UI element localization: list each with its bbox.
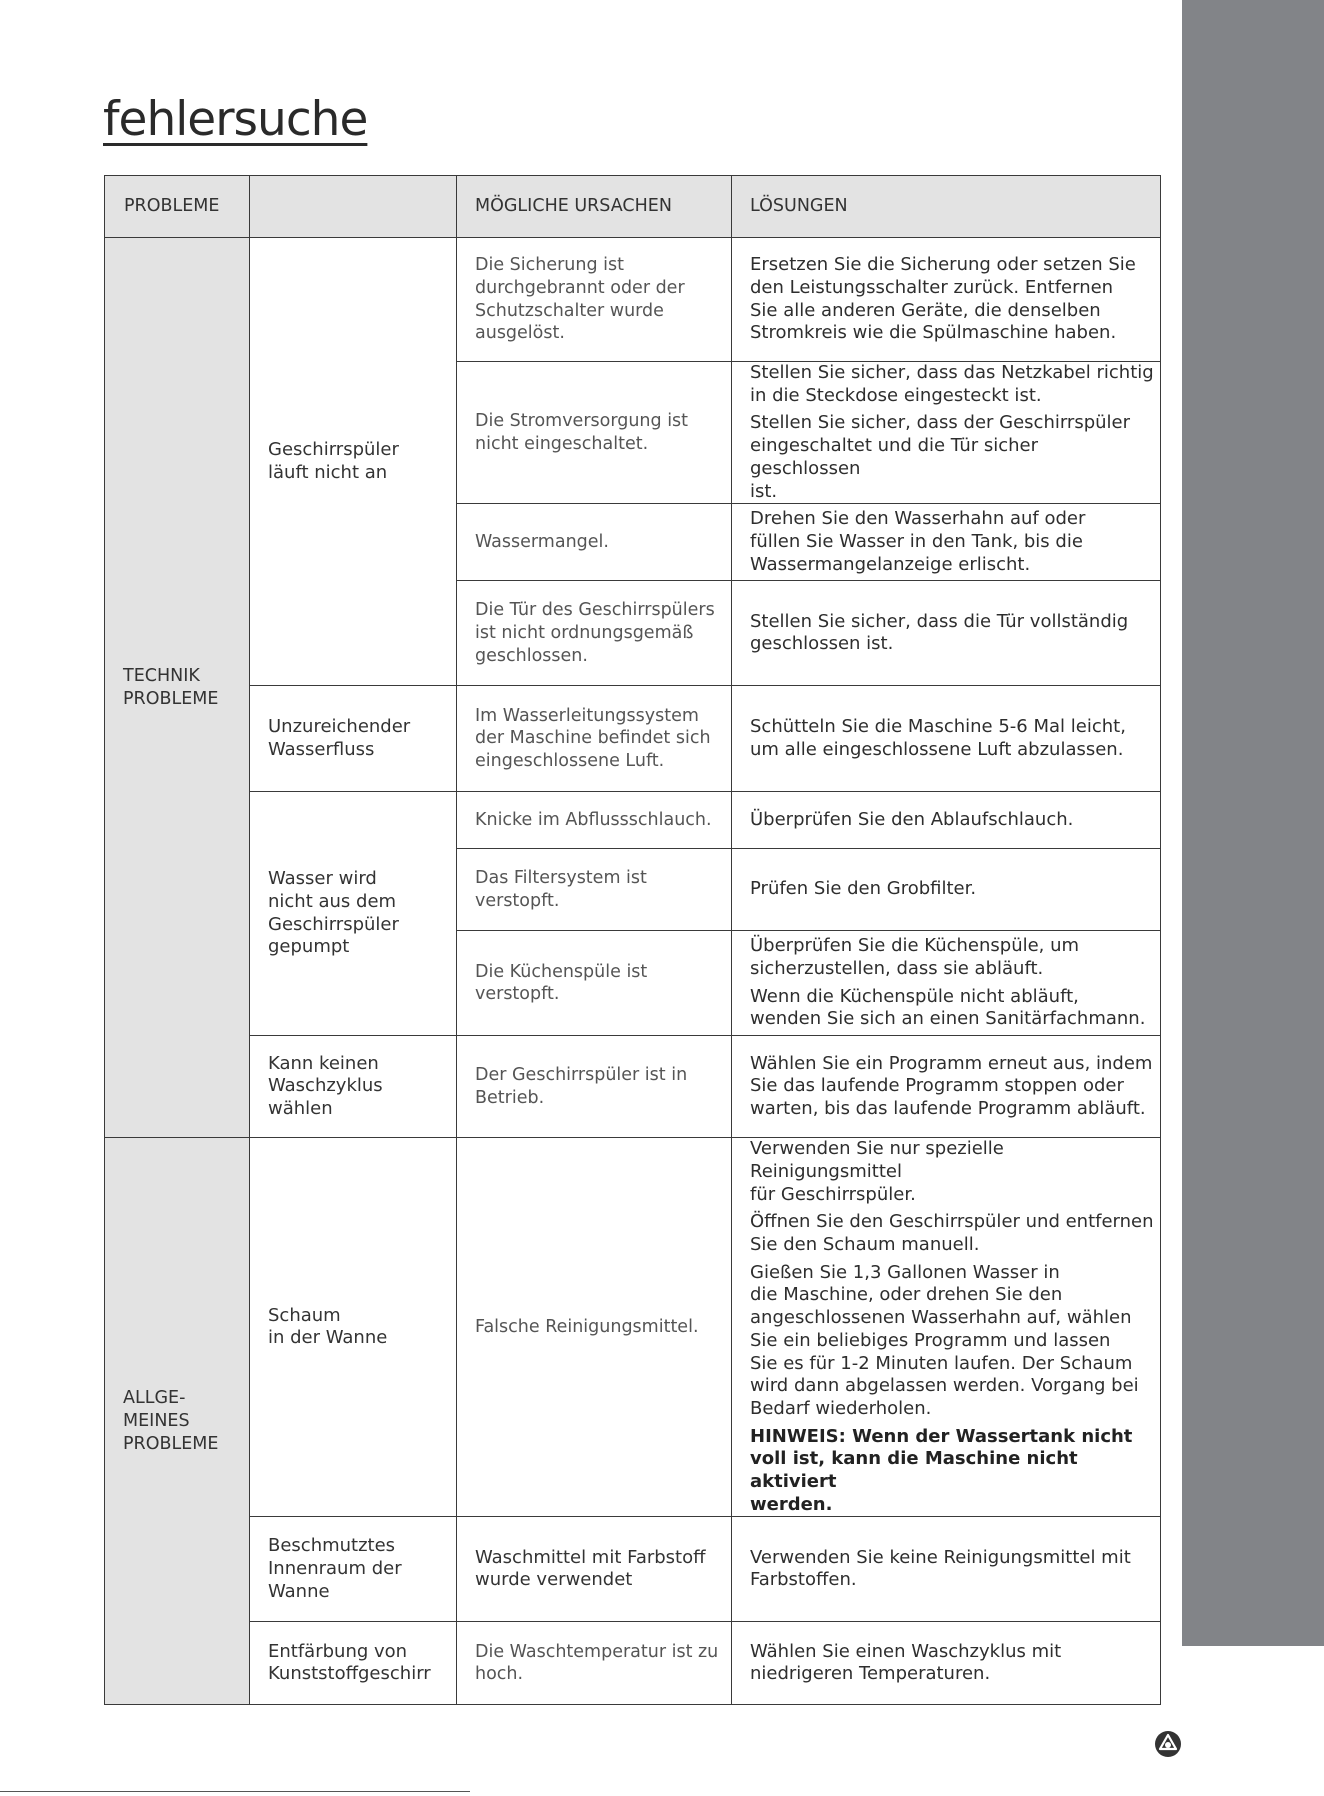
category-allgemein: ALLGE- MEINES PROBLEME <box>105 1138 250 1705</box>
table-row <box>105 1036 1161 1138</box>
footer-rule <box>0 1791 470 1792</box>
cause-cell: Waschmittel mit Farbstoff wurde verwendet <box>457 1517 732 1622</box>
side-color-bar <box>1182 0 1324 1646</box>
solution-cell: Stellen Sie sicher, dass die Tür vollständig geschlossen ist. <box>732 581 1161 686</box>
cause-cell: Die Stromversorgung ist nicht eingeschaltet. <box>457 362 732 504</box>
solution-cell: Überprüfen Sie den Ablaufschlauch. <box>732 792 1161 849</box>
table-row <box>105 238 1161 362</box>
solution-cell: Schütteln Sie die Maschine 5-6 Mal leicht, um alle eingeschlossene Luft abzulassen. <box>732 686 1161 792</box>
solution-cell: Stellen Sie sicher, dass das Netzkabel richtig in die Steckdose eingesteckt ist. Stellen Sie sicher, dass der Geschirrspüler eingeschaltet und die Tür sicher geschlossen ist. <box>732 362 1161 504</box>
cause-cell: Das Filtersystem ist verstopft. <box>457 849 732 931</box>
cause-cell: Der Geschirrspüler ist in Betrieb. <box>457 1036 732 1138</box>
problem-cell: Beschmutztes Innenraum der Wanne <box>250 1517 457 1622</box>
problem-cell: Kann keinen Waschzyklus wählen <box>250 1036 457 1138</box>
problem-cell: Schaum in der Wanne <box>250 1138 457 1517</box>
cause-cell: Falsche Reinigungsmittel. <box>457 1138 732 1517</box>
table-row <box>105 686 1161 792</box>
cause-cell: Die Tür des Geschirrspülers ist nicht ordnungsgemäß geschlossen. <box>457 581 732 686</box>
page-title: fehlersuche <box>103 92 368 147</box>
table-row <box>105 1138 1161 1517</box>
solution-cell: Verwenden Sie keine Reinigungsmittel mit Farbstoffen. <box>732 1517 1161 1622</box>
solution-cell: Prüfen Sie den Grobfilter. <box>732 849 1161 931</box>
solution-cell: Überprüfen Sie die Küchenspüle, um sicherzustellen, dass sie abläuft. Wenn die Küchenspüle nicht abläuft, wenden Sie sich an einen Sanitärfachmann. <box>732 931 1161 1036</box>
header-causes: MÖGLICHE URSACHEN <box>457 176 732 238</box>
brand-logo-icon <box>1154 1730 1182 1758</box>
problem-cell: Wasser wird nicht aus dem Geschirrspüler gepumpt <box>250 792 457 1036</box>
table-header-row <box>105 176 1161 238</box>
problem-cell: Unzureichender Wasserfluss <box>250 686 457 792</box>
cause-cell: Die Waschtemperatur ist zu hoch. <box>457 1622 732 1705</box>
table-row <box>105 792 1161 849</box>
solution-cell: Verwenden Sie nur spezielle Reinigungsmittel für Geschirrspüler. Öffnen Sie den Geschirrspüler und entfernen Sie den Schaum manuell. Gießen Sie 1,3 Gallonen Wasser in die Maschine, oder drehen Sie den angeschlossenen Wasserhahn auf, wählen Sie ein beliebiges Programm und lassen Sie es für 1-2 Minuten laufen. Der Schaum wird dann abgelassen werden. Vorgang bei Bedarf wiederholen. HINWEIS: Wenn der Wassertank nicht voll ist, kann die Maschine nicht aktiviert werden. <box>732 1138 1161 1517</box>
cause-cell: Die Sicherung ist durchgebrannt oder der Schutzschalter wurde ausgelöst. <box>457 238 732 362</box>
solution-cell: Wählen Sie einen Waschzyklus mit niedrigeren Temperaturen. <box>732 1622 1161 1705</box>
cause-cell: Wassermangel. <box>457 504 732 581</box>
solution-cell: Wählen Sie ein Programm erneut aus, indem Sie das laufende Programm stoppen oder warten, bis das laufende Programm abläuft. <box>732 1036 1161 1138</box>
table-row <box>105 1622 1161 1705</box>
solution-cell: Drehen Sie den Wasserhahn auf oder füllen Sie Wasser in den Tank, bis die Wassermangelanzeige erlischt. <box>732 504 1161 581</box>
problem-cell: Geschirrspüler läuft nicht an <box>250 238 457 686</box>
table-row <box>105 1517 1161 1622</box>
solution-cell: Ersetzen Sie die Sicherung oder setzen Sie den Leistungsschalter zurück. Entfernen Sie alle anderen Geräte, die denselben Stromkreis wie die Spülmaschine haben. <box>732 238 1161 362</box>
problem-cell: Entfärbung von Kunststoffgeschirr <box>250 1622 457 1705</box>
category-technik: TECHNIK PROBLEME <box>105 238 250 1138</box>
header-problems: PROBLEME <box>105 176 250 238</box>
header-empty <box>250 176 457 238</box>
cause-cell: Knicke im Abflussschlauch. <box>457 792 732 849</box>
cause-cell: Die Küchenspüle ist verstopft. <box>457 931 732 1036</box>
header-solutions: LÖSUNGEN <box>732 176 1161 238</box>
cause-cell: Im Wasserleitungssystem der Maschine befindet sich eingeschlossene Luft. <box>457 686 732 792</box>
note-text: HINWEIS: Wenn der Wassertank nicht voll ist, kann die Maschine nicht aktiviert werden. <box>750 1425 1133 1515</box>
troubleshooting-table <box>104 175 1161 1705</box>
